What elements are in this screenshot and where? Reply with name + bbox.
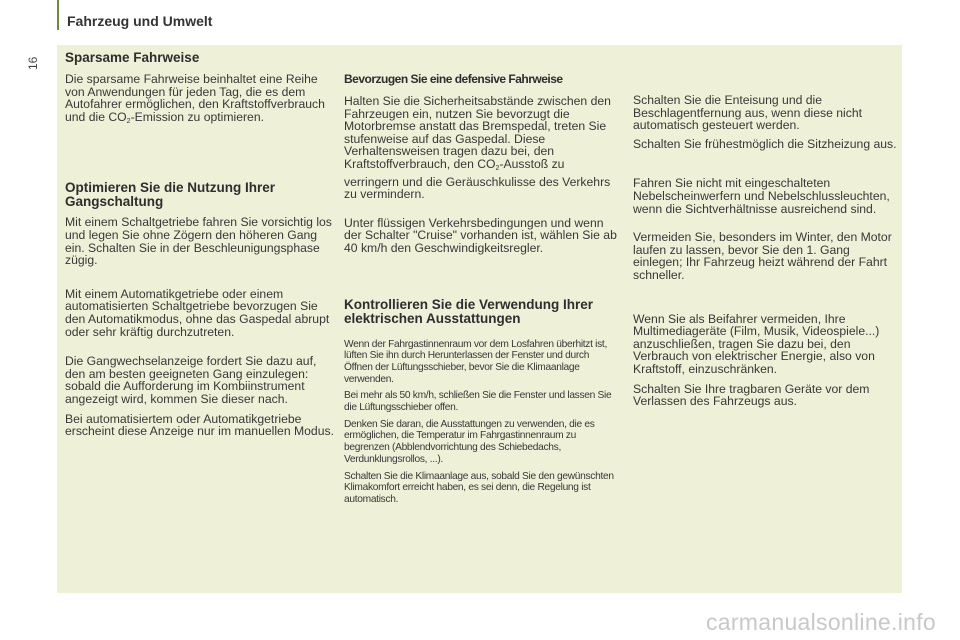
paragraph-klimaanlage: Schalten Sie die Klimaanlage aus, sobald Sie den gewünschten Klimakomfort erreicht haben, es sei denn, die Regelung ist automatisch. bbox=[344, 470, 614, 505]
paragraph-winter: Vermeiden Sie, besonders im Winter, den Motor laufen zu lassen, bevor Sie den 1. Gang einlegen; Ihr Fahrzeug heizt während der Fahrt schneller. bbox=[633, 230, 892, 282]
paragraph-schaltgetriebe: Mit einem Schaltgetriebe fahren Sie vorsichtig los und legen Sie ohne Zögern den höheren Gang ein. Schalten Sie in der Beschleunigungsphase zügig. bbox=[65, 215, 332, 268]
section-heading-sparsame-fahrweise: Sparsame Fahrweise bbox=[65, 50, 200, 65]
page-number: 16 bbox=[26, 56, 40, 70]
paragraph-multimedia: Wenn Sie als Beifahrer vermeiden, Ihre Multimediageräte (Film, Musik, Videospiele...) anzuschließen, tragen Sie dazu bei, den Verbrauch von elektrischer Energie, also von Kraftstoff, einzuschränken. bbox=[633, 311, 880, 376]
section-heading-defensive-fahrweise: Bevorzugen Sie eine defensive Fahrweise bbox=[344, 72, 563, 86]
paragraph-intro: Die sparsame Fahrweise beinhaltet eine Reihe von Anwendungen für jeden Tag, die es dem Autofahrer ermöglichen, den Kraftstoffverbrauch und die $CO_2$-Emission zu optimieren. bbox=[65, 72, 325, 125]
paragraph-temperatur: Denken Sie daran, die Ausstattungen zu verwenden, die es ermöglichen, die Temperatur im Fahrgastinnenraum zu begrenzen (Abblendvorrichtung des Schiebedachs, Verdunklungsrollos, ...). bbox=[344, 418, 595, 465]
column-right bbox=[633, 94, 898, 408]
paragraph-gangwechselanzeige: Die Gangwechselanzeige fordert Sie dazu auf, den am besten geeigneten Gang einzulegen: sobald die Aufforderung im Kombiinstrument angezeigt wird, kommen Sie dieser nach. bbox=[65, 354, 317, 406]
section-heading-elektrische-ausstattungen: Kontrollieren Sie die Verwendung Ihrer elektrischen Ausstattungen bbox=[344, 296, 594, 326]
paragraph-sicherheitsabstaende: Halten Sie die Sicherheitsabstände zwischen den Fahrzeugen ein, nutzen Sie bevorzugt die Motorbremse anstatt das Bremspedal, treten Sie stufenweise auf das Gaspedal. Diese Verhaltensweisen tragen dazu bei, den Kraftstoffverbrauch, den $CO_2$-Ausstoß zu verringern und die Geräuschkulisse des Verkehrs zu vermindern. bbox=[344, 94, 611, 202]
section-heading-gangschaltung: Optimieren Sie die Nutzung Ihrer Gangschaltung bbox=[65, 180, 276, 210]
page-header-title: Fahrzeug und Umwelt bbox=[67, 13, 213, 29]
paragraph-sitzheizung: Schalten Sie frühestmöglich die Sitzheizung aus. bbox=[633, 136, 897, 151]
header-accent-bar bbox=[57, 0, 59, 30]
content-panel bbox=[57, 45, 902, 593]
paragraph-geschwindigkeitsregler: Unter flüssigen Verkehrsbedingungen und wenn der Schalter "Cruise" vorhanden ist, wählen Sie ab 40 km/h den Geschwindigkeitsregler. bbox=[344, 215, 617, 255]
column-left bbox=[65, 51, 335, 438]
paragraph-manueller-modus: Bei automatisiertem oder Automatikgetriebe erscheint diese Anzeige nur im manuellen Modus. bbox=[65, 411, 334, 439]
column-middle bbox=[344, 72, 619, 506]
paragraph-enteisung: Schalten Sie die Enteisung und die Beschlagentfernung aus, wenn diese nicht automatisch gesteuert werden. bbox=[633, 93, 863, 133]
paragraph-tragbare-geraete: Schalten Sie Ihre tragbaren Geräte vor dem Verlassen des Fahrzeugs aus. bbox=[633, 381, 870, 409]
paragraph-nebelscheinwerfer: Fahren Sie nicht mit eingeschalteten Nebelscheinwerfern und Nebelschlussleuchten, wenn die Sichtverhältnisse ausreichend sind. bbox=[633, 176, 890, 216]
paragraph-automatikgetriebe: Mit einem Automatikgetriebe oder einem automatisierten Schaltgetriebe bevorzugen Sie den Automatikmodus, ohne das Gaspedal abrupt oder sehr kräftig durchzutreten. bbox=[65, 286, 330, 339]
paragraph-lueften: Wenn der Fahrgastinnenraum vor dem Losfahren überhitzt ist, lüften Sie ihn durch Herunterlassen der Fenster und durch Öffnen der Lüftungsschieber, bevor Sie die Klimaanlage verwenden. bbox=[344, 338, 607, 385]
paragraph-fenster: Bei mehr als 50 km/h, schließen Sie die Fenster und lassen Sie die Lüftungsschieber offen. bbox=[344, 390, 612, 414]
watermark: carmanualsonline.info bbox=[705, 609, 936, 635]
